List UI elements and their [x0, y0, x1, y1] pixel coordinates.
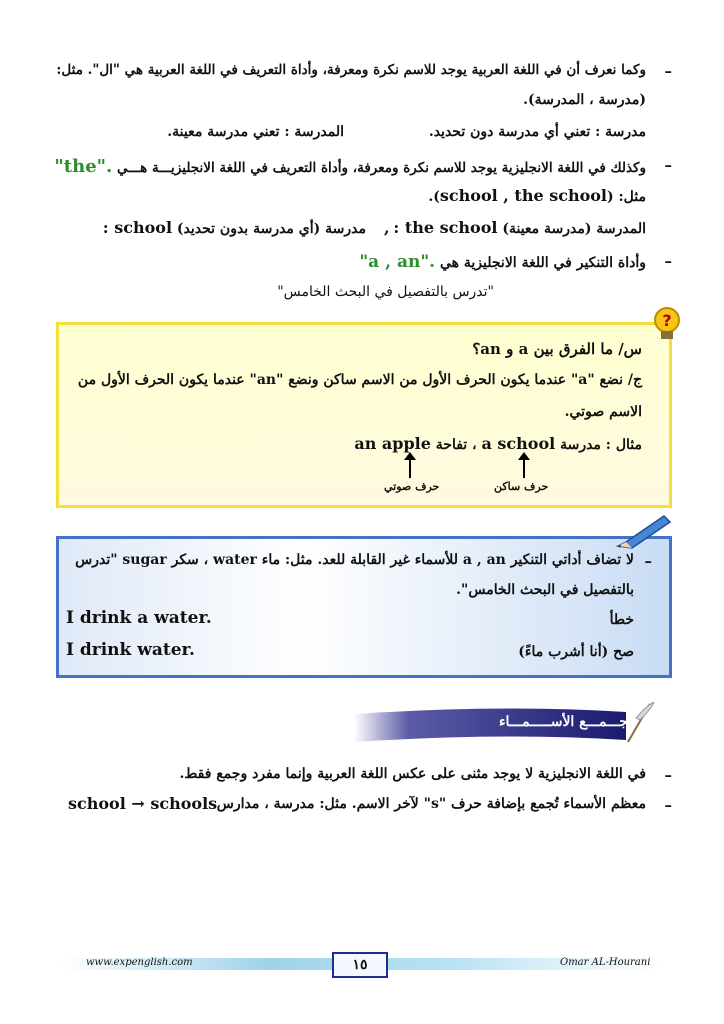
arrow-head-icon — [518, 452, 530, 460]
intro-line-4 — [54, 156, 646, 177]
arrow-up-icon — [409, 458, 411, 478]
box2-line-1: لا تضاف أداتي التنكير a , an للأسماء غير القابلة للعد. مثل: ماء water ، سكر sugar "تدرس — [75, 552, 634, 568]
the-school-en: : the school — [393, 218, 498, 237]
box1-answer-1: ج/ نضع "a" عندما يكون الحرف الأول من الاسم ساكن ونضع "an" عندما يكون الحرف الأول من — [77, 372, 642, 388]
intro-line-2: (مدرسة ، المدرسة). — [523, 92, 646, 108]
wrong-label: خطأ — [609, 612, 634, 628]
box1-question: س/ ما الفرق بين a و an؟ — [472, 340, 642, 358]
intro-line-6b — [103, 218, 366, 237]
example-an-apple: an apple — [354, 434, 431, 453]
intro-line-1: وكما نعرف أن في اللغة العربية يوجد للاسم نكرة ومعرفة، وأداة التعريف في اللغة العربية هي "ال". مثل: — [56, 62, 646, 78]
section-title: جـــمـــع الأســـــمـــاء — [498, 714, 628, 730]
bullet-dash: – — [664, 766, 672, 784]
example-prefix: مثل: ( — [607, 189, 646, 205]
bullet-dash: – — [664, 796, 672, 814]
example-school-en: school , the school — [439, 186, 607, 205]
example-label: مثال : مدرسة — [560, 437, 642, 453]
bullet-dash: – — [664, 156, 672, 174]
plural-line-1: في اللغة الانجليزية لا يوجد مثنى على عكس اللغة العربية وإنما مفرد وجمع فقط. — [179, 766, 646, 782]
example-suffix: ). — [428, 189, 440, 205]
intro-line-3b: المدرسة : تعني مدرسة معينة. — [167, 124, 344, 140]
footer-author: Omar AL-Hourani — [560, 957, 651, 968]
a-an-article: "a , an". — [359, 252, 436, 272]
arrow-head-icon — [404, 452, 416, 460]
right-example: I drink water. — [66, 640, 195, 660]
label-consonant: حرف ساكن — [494, 480, 549, 493]
comma-sep: , — [384, 218, 390, 237]
wrong-example: I drink a water. — [66, 608, 212, 628]
right-label: صح (أنا أشرب ماءً) — [518, 644, 634, 660]
plural-line-2: معظم الأسماء تُجمع بإضافة حرف "s" لآخر الاسم. مثل: مدرسة ، مدارس — [216, 796, 646, 812]
lightbulb-icon — [652, 306, 682, 344]
box1-answer-2: الاسم صوتي. — [564, 404, 642, 420]
box1-example — [354, 434, 642, 453]
footer-website: www.expenglish.com — [86, 957, 193, 968]
arrow-up-icon — [523, 458, 525, 478]
school-en: : school — [102, 218, 173, 237]
label-vowel: حرف صوتي — [384, 480, 440, 493]
the-article: "the". — [54, 156, 113, 177]
quill-icon — [628, 702, 654, 742]
intro-line-5 — [428, 186, 646, 205]
indefinite-text: وأداة التنكير في اللغة الانجليزية هي — [439, 255, 646, 271]
page-number: ١٥ — [332, 952, 388, 978]
plural-example: school → schools — [68, 794, 218, 813]
svg-text:?: ? — [662, 311, 672, 330]
example-a-school: a school — [481, 434, 556, 453]
bullet-dash: – — [664, 62, 672, 80]
intro-line-6a — [393, 218, 646, 237]
box2-line-2: بالتفصيل في البحث الخامس". — [456, 582, 634, 598]
bullet-dash: – — [664, 252, 672, 270]
intro-line-8: "تدرس بالتفصيل في البحث الخامس" — [277, 284, 494, 300]
pencil-icon — [612, 512, 672, 552]
the-school-ar: المدرسة (مدرسة معينة) — [502, 221, 646, 237]
example-apple-ar: ، تفاحة — [435, 437, 477, 453]
bullet-dash: – — [644, 552, 652, 570]
intro-line-3a: مدرسة : تعني أي مدرسة دون تحديد. — [428, 124, 646, 140]
school-ar: مدرسة (أي مدرسة بدون تحديد) — [176, 221, 366, 237]
intro-line-4-text: وكذلك في اللغة الانجليزية يوجد للاسم نكرة ومعرفة، وأداة التعريف في اللغة الانجليزيـــة هـــي — [117, 160, 646, 176]
intro-line-7 — [359, 252, 646, 272]
